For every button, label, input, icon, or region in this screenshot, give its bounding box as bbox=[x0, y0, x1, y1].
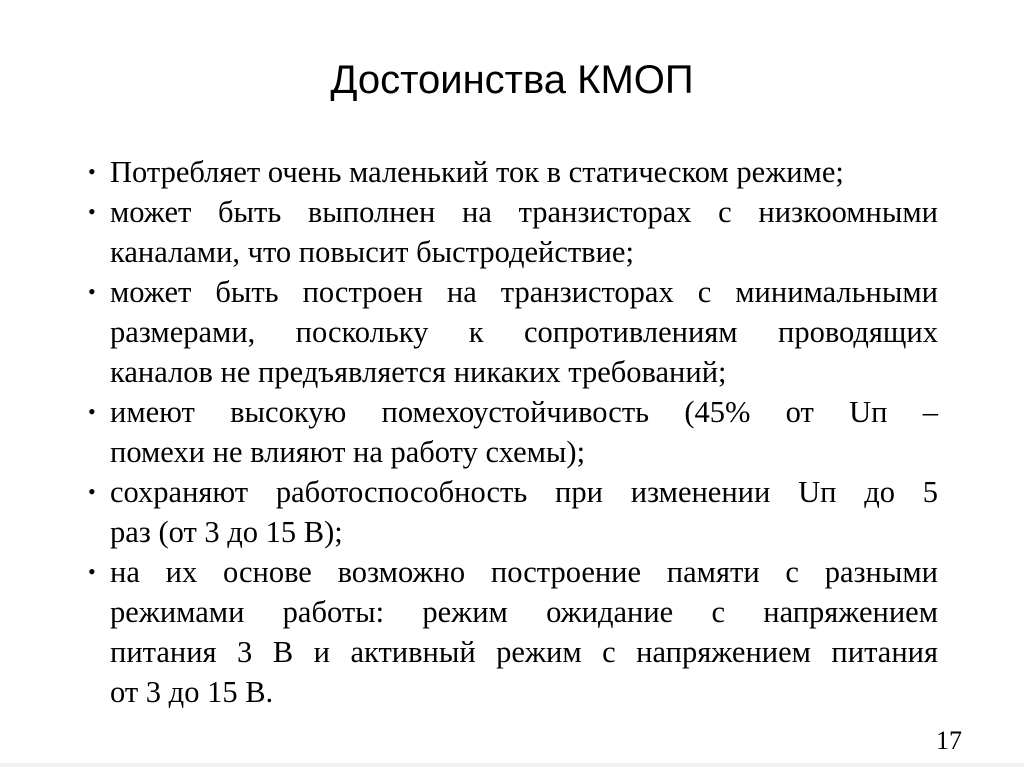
bullet-icon: • bbox=[88, 399, 96, 424]
slide-bottom-edge bbox=[0, 763, 1024, 767]
bullet-item-3 bbox=[88, 272, 938, 392]
bullet-line: может быть построен на транзисторах с минимальными bbox=[110, 275, 938, 309]
bullet-line: каналами, что повысит быстродействие; bbox=[110, 235, 634, 269]
page-number: 17 bbox=[936, 726, 962, 755]
bullet-line: помехи не влияют на работу схемы); bbox=[110, 435, 586, 469]
bullet-line: каналов не предъявляется никаких требований; bbox=[110, 355, 727, 389]
bullet-icon: • bbox=[88, 479, 96, 504]
bullet-icon: • bbox=[88, 559, 96, 584]
bullet-line: Потребляет очень маленький ток в статическом режиме; bbox=[110, 155, 844, 189]
bullet-item-6 bbox=[88, 552, 938, 712]
bullet-item-2 bbox=[88, 192, 938, 272]
bullet-line: имеют высокую помехоустойчивость (45% от Uп – bbox=[110, 395, 938, 429]
bullet-item-1 bbox=[88, 152, 938, 192]
bullet-line: на их основе возможно построение памяти с разными bbox=[110, 555, 938, 589]
bullet-line: режимами работы: режим ожидание с напряжением bbox=[110, 595, 938, 629]
bullet-item-5 bbox=[88, 472, 938, 552]
bullet-line: сохраняют работоспособность при изменении Uп до 5 bbox=[110, 475, 938, 509]
bullet-line: раз (от 3 до 15 В); bbox=[110, 515, 343, 549]
bullet-item-4 bbox=[88, 392, 938, 472]
bullet-icon: • bbox=[88, 159, 96, 184]
slide-title: Достоинства КМОП bbox=[330, 58, 694, 102]
bullet-line: от 3 до 15 В. bbox=[110, 675, 274, 709]
bullet-line: размерами, поскольку к сопротивлениям проводящих bbox=[110, 315, 938, 349]
bullet-list bbox=[88, 152, 938, 712]
bullet-icon: • bbox=[88, 279, 96, 304]
bullet-line: может быть выполнен на транзисторах с низкоомными bbox=[110, 195, 938, 229]
bullet-icon: • bbox=[88, 199, 96, 224]
bullet-line: питания 3 В и активный режим с напряжением питания bbox=[110, 635, 938, 669]
